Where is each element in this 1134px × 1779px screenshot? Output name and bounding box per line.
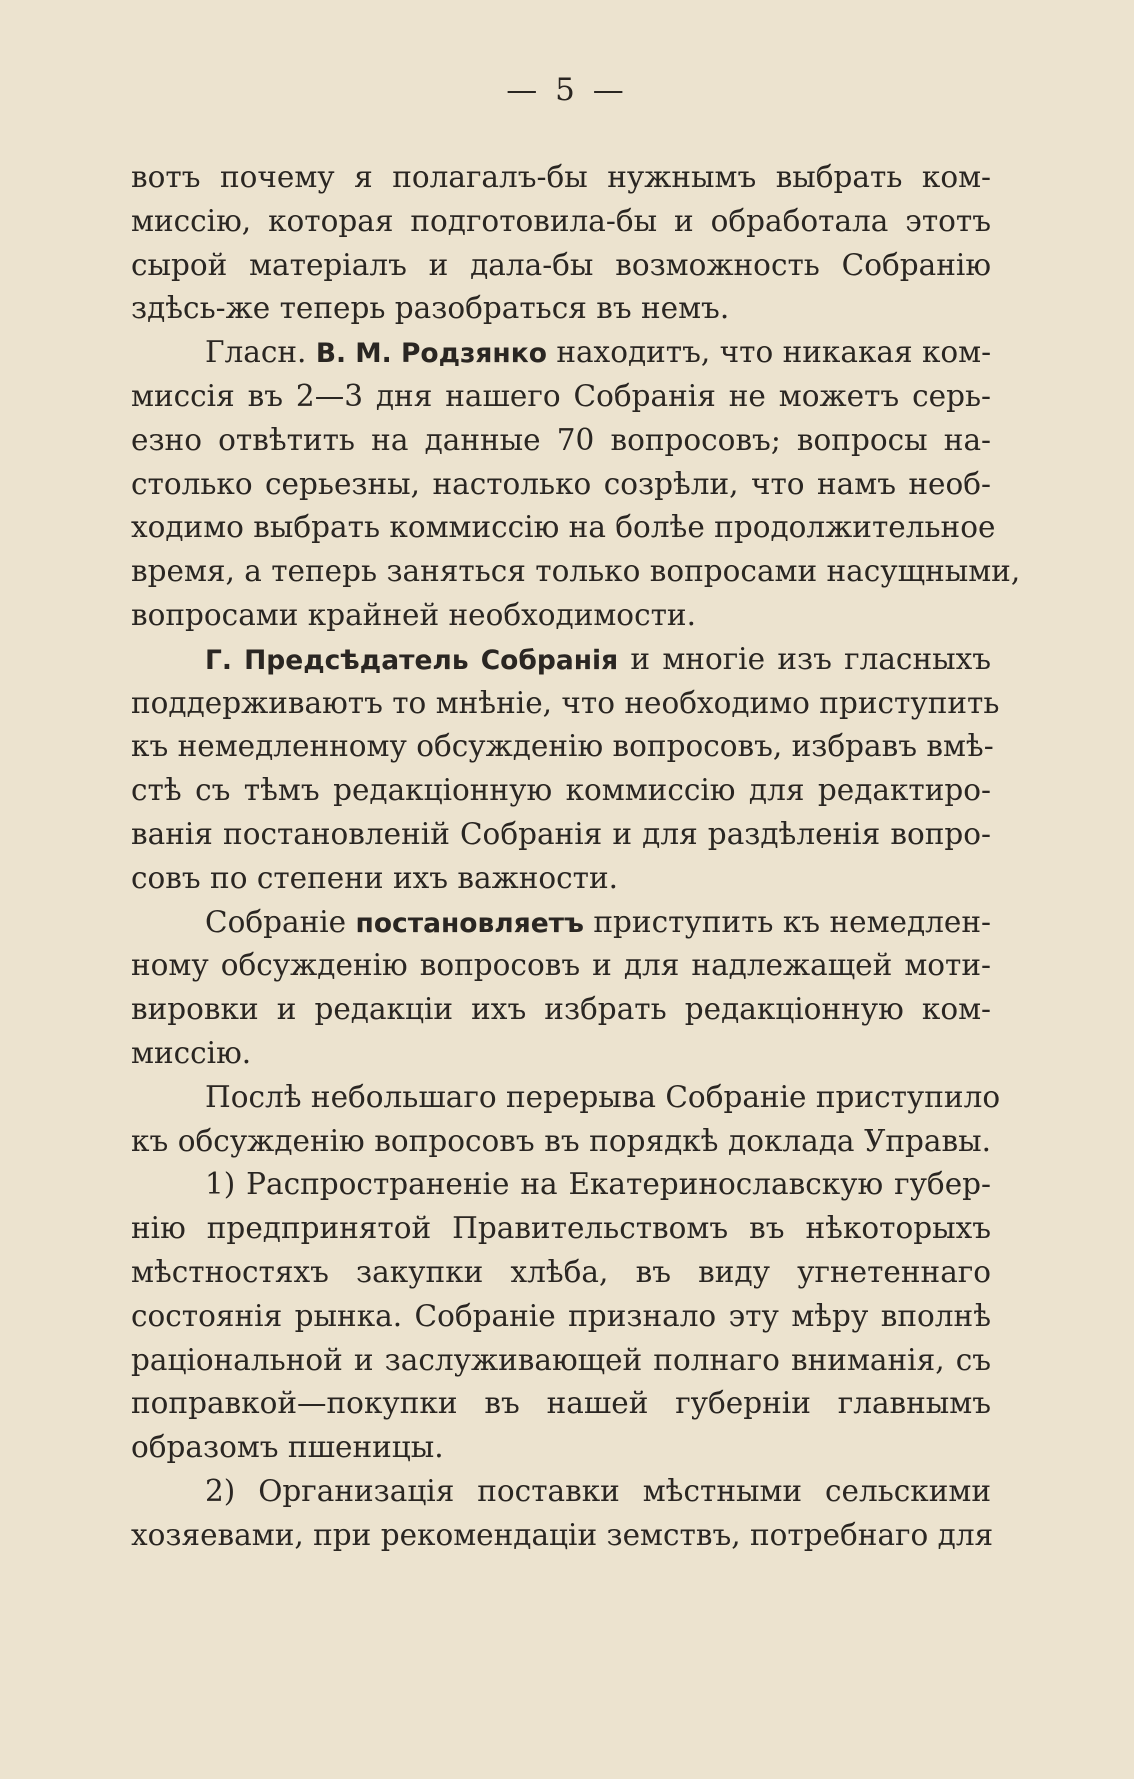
text-fragment: и многіе изъ гласныхъ [630,641,991,676]
text-line: состоянія рынка. Собраніе признало эту мѣру вполнѣ [131,1298,991,1333]
text-line: вотъ почему я полагалъ-бы нужнымъ выбрать ком- [131,160,991,194]
text-line: нію предпринятой Правительствомъ въ нѣкоторыхъ [131,1211,991,1246]
text-line: ному обсужденію вопросовъ и для надлежащей моти- [131,948,991,983]
text-fragment: приступить къ немедлен- [593,904,991,939]
text-fragment: Собраніе [205,904,347,939]
page-number: — 5 — [506,72,628,108]
speaker-name: Г. Предсѣдатель Собранія [205,644,619,676]
resolution-keyword: постановляетъ [355,907,584,939]
text-line: время, а теперь заняться только вопросами насущными, [131,554,1021,589]
text-line: 1) Распространеніе на Екатеринославскую губер- [205,1167,991,1202]
paragraph-7 [131,1470,994,1558]
text-line: ванія постановленій Собранія и для раздѣленія вопро- [131,816,991,851]
paragraph-4 [131,901,991,1076]
text-line: раціональной и заслуживающей полнаго вниманія, съ [131,1342,991,1377]
speaker-name: В. М. Родзянко [315,338,547,370]
text-line [131,901,991,945]
text-line: вопросами крайней необходимости. [131,597,696,632]
text-line: миссія въ 2—3 дня нашего Собранія не можетъ серь- [131,378,991,413]
text-line: образомъ пшеницы. [131,1430,444,1465]
paragraph-3 [131,638,1000,901]
text-line: сырой матеріалъ и дала-бы возможность Собранію [131,247,991,282]
speaker-prefix: Гласн. [205,335,307,370]
text-line: 2) Организація поставки мѣстными сельскими [205,1473,991,1508]
text-line: къ обсужденію вопросовъ въ порядкѣ доклада Управы. [131,1123,991,1158]
text-line: стѣ съ тѣмъ редакціонную коммиссію для редактиро- [131,773,991,808]
text-line [131,638,991,682]
text-line: миссію, которая подготовила-бы и обработала этотъ [131,203,991,238]
text-line: ходимо выбрать коммиссію на болѣе продолжительное [131,510,996,545]
paragraph-1 [131,156,991,331]
text-line: поддерживаютъ то мнѣніе, что необходимо приступить [131,685,1000,720]
text-line: столько серьезны, настолько созрѣли, что намъ необ- [131,466,991,501]
text-line: поправкой—покупки въ нашей губерніи главнымъ [131,1386,991,1421]
paragraph-5 [131,1076,1001,1164]
text-line [131,331,991,375]
text-fragment: находитъ, что никакая ком- [556,335,992,370]
text-line: совъ по степени ихъ важности. [131,860,619,895]
text-line: миссію. [131,1035,252,1070]
body-text [131,156,1021,1558]
paragraph-6 [131,1163,991,1470]
text-line: хозяевами, при рекомендаціи земствъ, потребнаго для [131,1517,994,1552]
text-line: езно отвѣтить на данные 70 вопросовъ; вопросы на- [131,422,991,457]
text-line: здѣсь-же теперь разобраться въ немъ. [131,291,730,326]
text-line: Послѣ небольшаго перерыва Собраніе приступило [205,1079,1001,1114]
paragraph-2 [131,331,1021,638]
text-line: вировки и редакціи ихъ избрать редакціонную ком- [131,992,991,1027]
text-line: къ немедленному обсужденію вопросовъ, избравъ вмѣ- [131,729,994,764]
text-line: мѣстностяхъ закупки хлѣба, въ виду угнетеннаго [131,1254,991,1289]
